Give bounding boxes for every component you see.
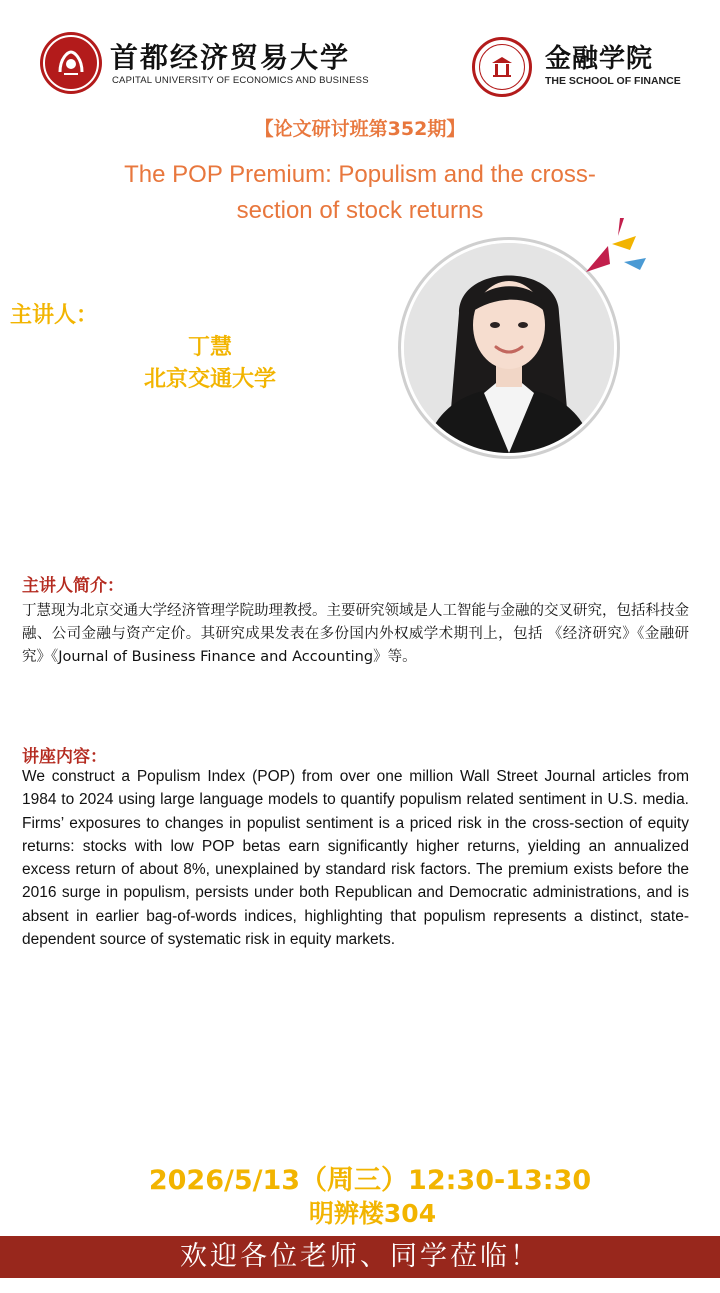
speaker-info <box>100 332 320 396</box>
welcome-banner: 欢迎各位老师、同学莅临！ <box>0 1236 720 1278</box>
university-english-name: CAPITAL UNIVERSITY OF ECONOMICS AND BUSINESS <box>112 75 369 86</box>
speaker-name: 丁慧 <box>187 335 232 360</box>
event-venue: 明辨楼304 <box>308 1199 437 1228</box>
school-emblem-icon <box>489 54 515 80</box>
abstract-label: 讲座内容： <box>22 747 107 767</box>
seminar-series: 【论文研讨班第352期】 <box>254 118 466 140</box>
speaker-label: 主讲人： <box>10 303 99 328</box>
bio-label: 主讲人简介： <box>22 576 124 596</box>
event-datetime: 2026/5/13（周三）12:30-13:30 <box>148 1165 592 1196</box>
cueb-seal-logo <box>40 32 102 94</box>
school-seal-logo <box>472 37 532 97</box>
bio-text: 丁慧现为北京交通大学经济管理学院助理教授。主要研究领域是人工智能与金融的交叉研究，包括科技金融、公司金融与资产定价。其研究成果发表在多份国内外权威学术期刊上，包括 《经济研究》《金融研究》《Journal of Business Finance and Accounting》等。 <box>22 603 689 665</box>
school-english-name: THE SCHOOL OF FINANCE <box>545 75 681 87</box>
university-name: 首都经济贸易大学 <box>110 41 351 74</box>
speaker-affiliation: 北京交通大学 <box>143 367 276 392</box>
school-name: 金融学院 <box>545 44 654 74</box>
talk-title: The POP Premium: Populism and the cross-section of stock returns <box>124 161 596 224</box>
abstract-text: We construct a Populism Index (POP) from over one million Wall Street Journal articles from 1984 to 2024 using large language models to quantify populism related sentiment in U.S. media. Firms’ exposures to changes in populist sentiment is a priced risk in the cross-section of equity returns: stocks with low POP betas earn significantly higher returns, yielding an annualized excess return of about 8%, unexplained by standard risk factors. The premium exists before the 2016 surge in populism, persists under both Republican and Democratic administrations, and is absent in earlier bag-of-words indices, highlighting that populism represents a distinct, state-dependent source of systematic risk in equity markets. <box>22 768 689 949</box>
cueb-emblem-icon <box>54 46 88 80</box>
confetti-decoration-icon <box>580 212 650 282</box>
